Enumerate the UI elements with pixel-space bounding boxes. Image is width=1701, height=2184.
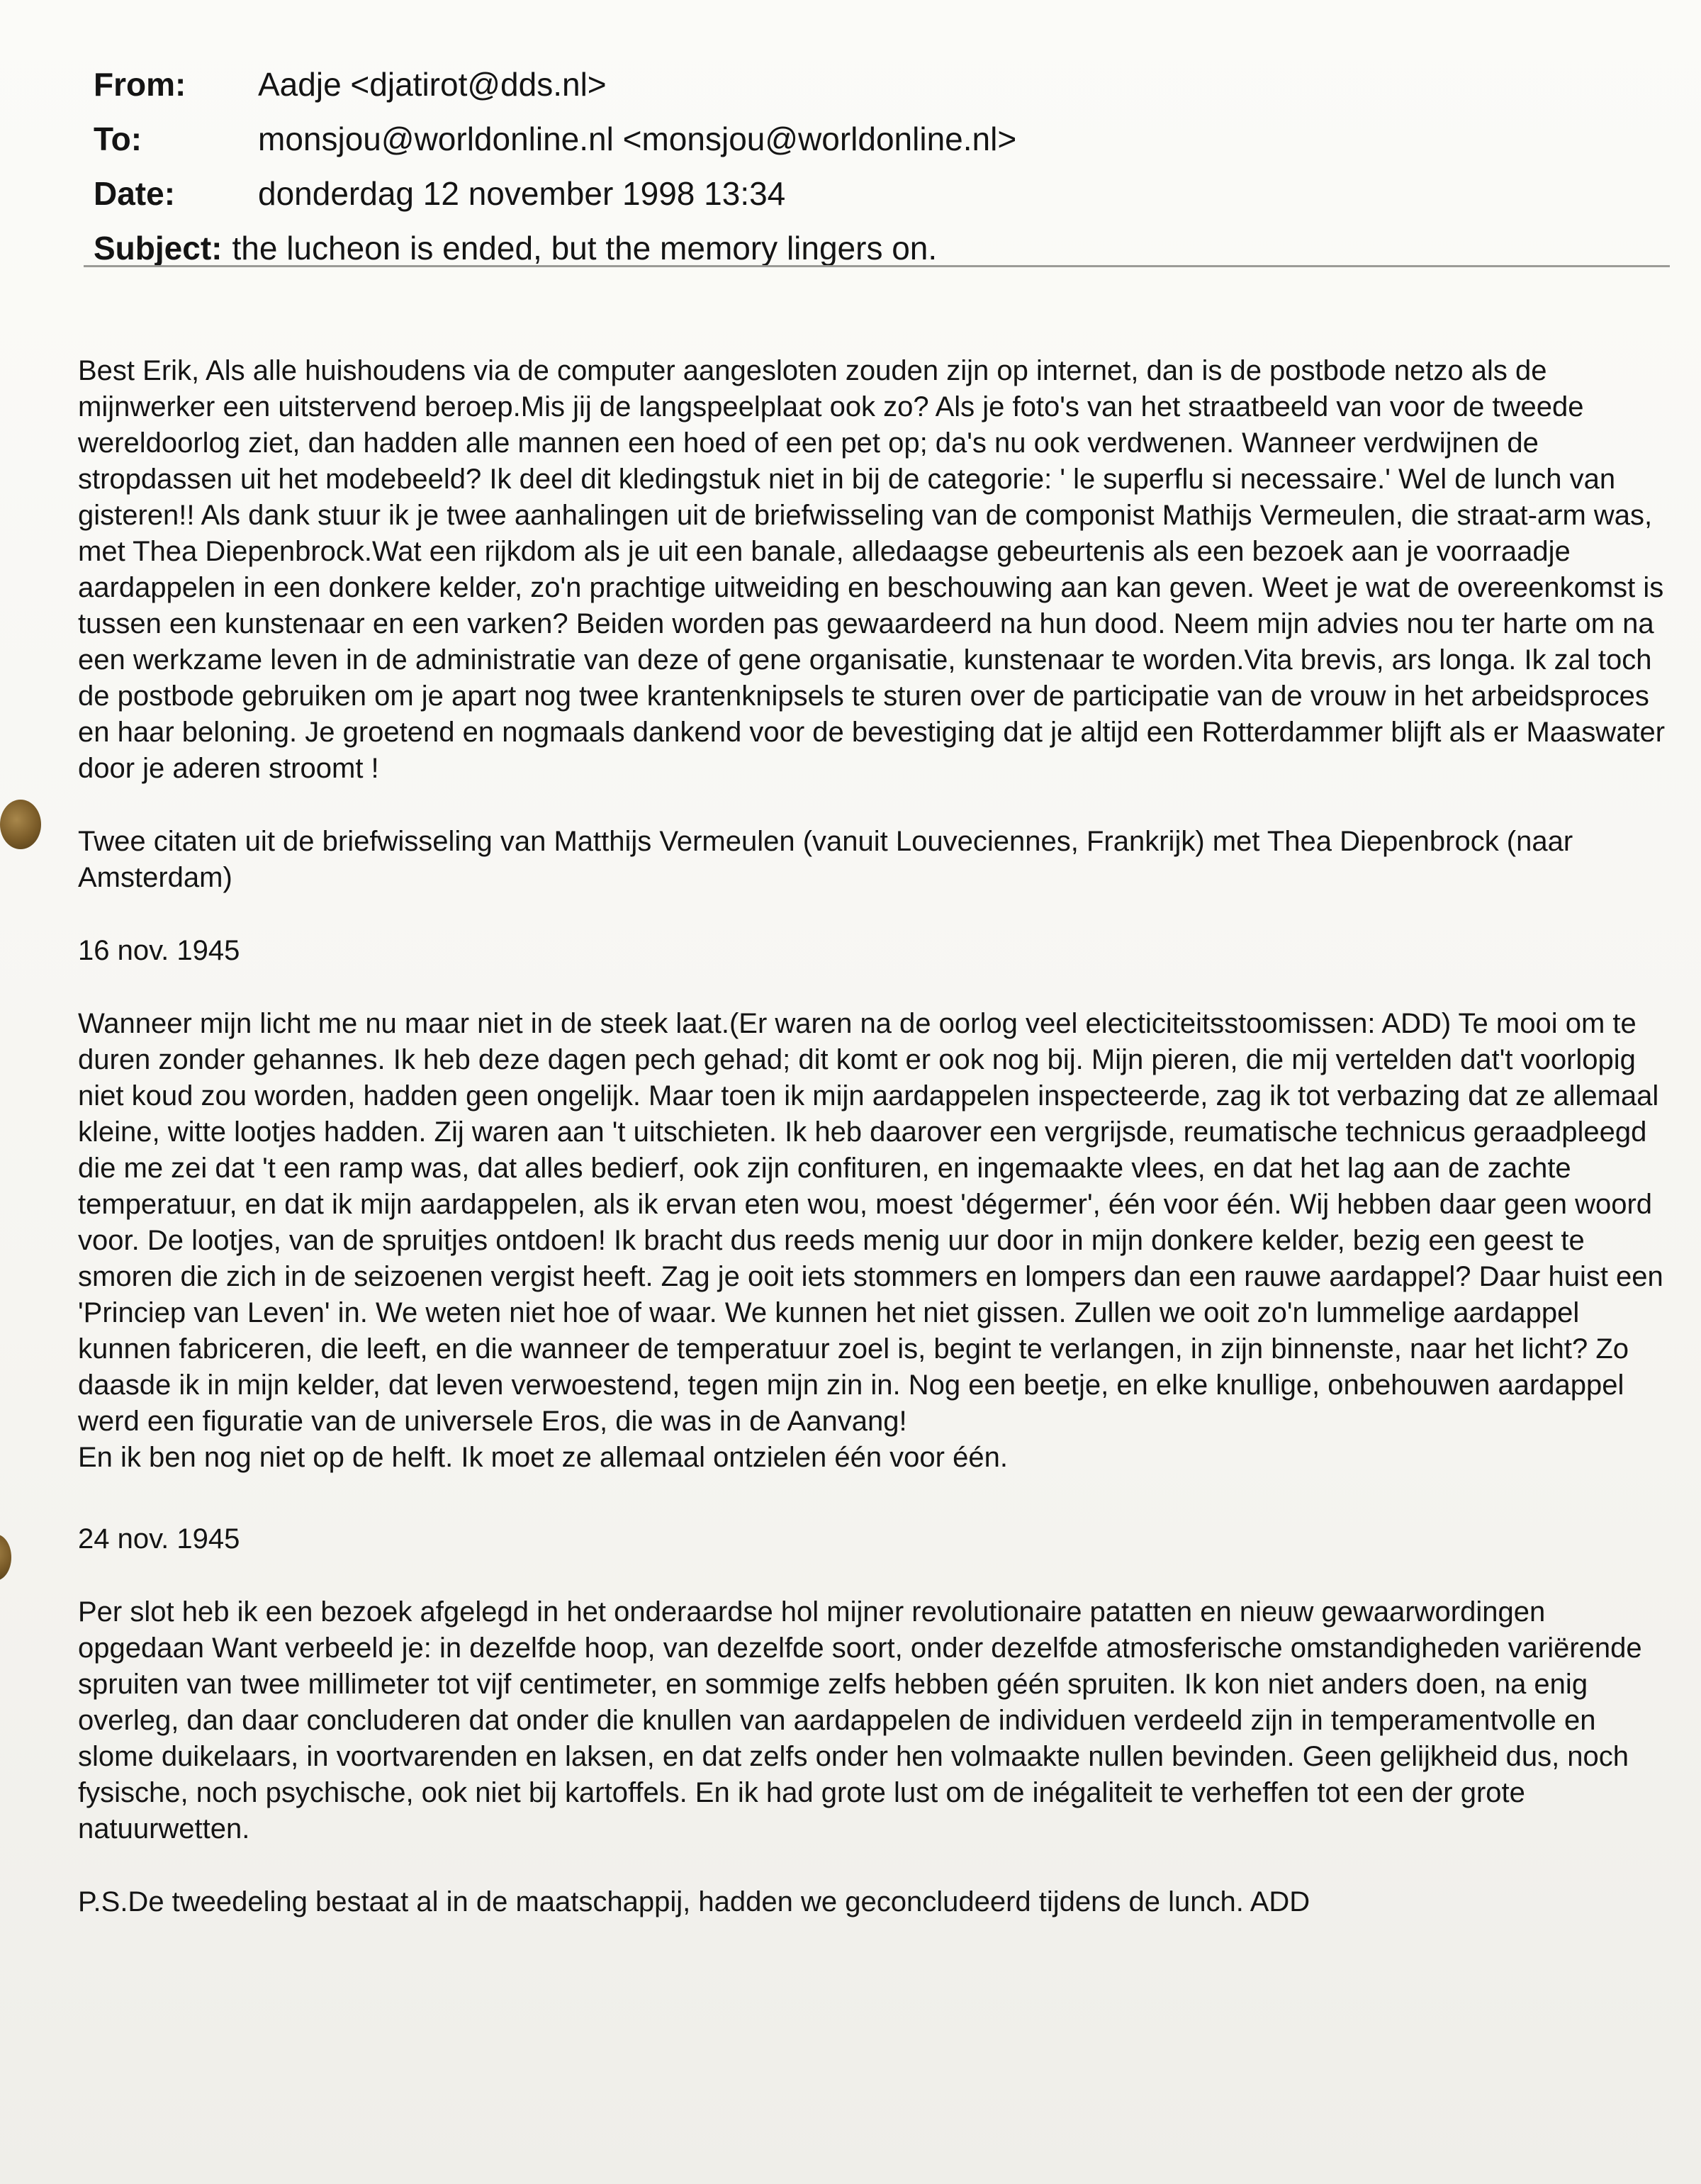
header-divider <box>84 265 1670 267</box>
from-row <box>94 65 1681 120</box>
letter2-paragraph: Per slot heb ik een bezoek afgelegd in het onderaardse hol mijner revolutionaire patatten en nieuw gewaarwordingen opgedaan Want verbeeld je: in dezelfde hoop, van dezelfde soort, onder dezelfde atmosferische omstandigheden variërende spruiten van twee millimeter tot vijf centimeter, en sommige zelfs hebben géén spruiten. Ik kon niet anders doen, na enig overleg, dan daar concluderen dat onder die knullen van aardappelen de individuen verdeeld zijn in temperamentvolle en slome duikelaars, in voortvarenden en laksen, en dat zelfs onder hen volmaakte nullen bevinden. Geen gelijkheid dus, noch fysische, noch psychische, ook niet bij kartoffels. En ik had grote lust om de inégaliteit te verheffen tot een der grote natuurwetten. <box>78 1596 1642 1844</box>
from-label: From: <box>94 66 186 103</box>
letter1-date: 16 nov. 1945 <box>78 935 240 966</box>
to-row <box>94 120 1681 174</box>
date-value: donderdag 12 november 1998 13:34 <box>258 175 786 212</box>
to-label: To: <box>94 121 142 157</box>
email-body <box>78 353 1673 1920</box>
subject-label: Subject: <box>94 230 223 267</box>
letter1-closing: En ik ben nog niet op de helft. Ik moet ze allemaal ontzielen één voor één. <box>78 1442 1008 1473</box>
date-label: Date: <box>94 175 176 212</box>
letter1-paragraph: Wanneer mijn licht me nu maar niet in de steek laat.(Er waren na de oorlog veel electiciteitsstoomissen: ADD) Te mooi om te duren zonder gehannes. Ik heb deze dagen pech gehad; dit komt er ook nog bij. Mijn pieren, die mij vertelden dat't voorlopig niet koud zou worden, hadden geen ongelijk. Maar toen ik mijn aardappelen inspecteerde, zag ik tot verbazing dat ze allemaal kleine, witte lootjes hadden. Zij waren aan 't uitschieten. Ik heb daarover een vergrijsde, reumatische technicus geraadpleegd die me zei dat 't een ramp was, dat alles bedierf, ook zijn confituren, en ingemaakte vlees, en dat het lag aan de zachte temperatuur, en dat ik mijn aardappelen, als ik ervan eten wou, moest 'dégermer', één voor één. Wij hebben daar geen woord voor. De lootjes, van de spruitjes ontdoen! Ik bracht dus reeds menig uur door in mijn donkere kelder, bezig een geest te smoren die zich in de seizoenen vergist heeft. Zag je ooit iets stommers en lompers dan een rauwe aardappel? Daar huist een 'Princiep van Leven' in. We weten niet hoe of waar. We kunnen het niet gissen. Zullen we ooit zo'n lummelige aardappel kunnen fabriceren, die leeft, en die wanneer de temperatuur zoel is, begint te verlangen, in zijn binnenste, naar het licht? Zo daasde ik in mijn kelder, dat leven verwoestend, tegen mijn zin in. Nog een beetje, en elke knullige, onbehouwen aardappel werd een figuratie van de universele Eros, die was in de Aanvang! <box>78 1008 1663 1437</box>
punch-hole-mark-lower <box>0 1534 11 1581</box>
subject-row <box>94 229 1681 284</box>
date-row <box>94 174 1681 229</box>
subject-value: the lucheon is ended, but the memory lingers on. <box>232 230 938 267</box>
from-value: Aadje <djatirot@dds.nl> <box>258 66 607 103</box>
letter2-date: 24 nov. 1945 <box>78 1523 240 1555</box>
citations-heading: Twee citaten uit de briefwisseling van Matthijs Vermeulen (vanuit Louveciennes, Frankrijk) met Thea Diepenbrock (naar Amsterdam) <box>78 826 1573 893</box>
intro-paragraph: Best Erik, Als alle huishoudens via de computer aangesloten zouden zijn op internet, dan is de postbode netzo als de mijnwerker een uitstervend beroep.Mis jij de langspeelplaat ook zo? Als je foto's van het straatbeeld van voor de tweede wereldoorlog ziet, dan hadden alle mannen een hoed of een pet op; da's nu ook verdwenen. Wanneer verdwijnen de stropdassen uit het modebeeld? Ik deel dit kledingstuk niet in bij de categorie: ' le superflu si necessaire.' Wel de lunch van gisteren!! Als dank stuur ik je twee aanhalingen uit de briefwisseling van de componist Mathijs Vermeulen, die straat-arm was, met Thea Diepenbrock.Wat een rijkdom als je uit een banale, alledaagse gebeurtenis als een bezoek aan je voorraadje aardappelen in een donkere kelder, zo'n prachtige uitweiding en beschouwing aan kan geven. Weet je wat de overeenkomst is tussen een kunstenaar en een varken? Beiden worden pas gewaardeerd na hun dood. Neem mijn advies nou ter harte om na een werkzame leven in de administratie van deze of gene organisatie, kunstenaar te worden.Vita brevis, ars longa. Ik zal toch de postbode gebruiken om je apart nog twee krantenknipsels te sturen over de participatie van de vrouw in het arbeidsproces en haar beloning. Je groetend en nogmaals dankend voor de bevestiging dat je altijd een Rotterdammer blijft als er Maaswater door je aderen stroomt ! <box>78 355 1666 784</box>
postscript: P.S.De tweedeling bestaat al in de maatschappij, hadden we geconcludeerd tijdens de lunch. ADD <box>78 1886 1310 1917</box>
punch-hole-mark <box>0 800 41 849</box>
email-header <box>94 65 1681 284</box>
to-value: monsjou@worldonline.nl <monsjou@worldonline.nl> <box>258 121 1017 157</box>
